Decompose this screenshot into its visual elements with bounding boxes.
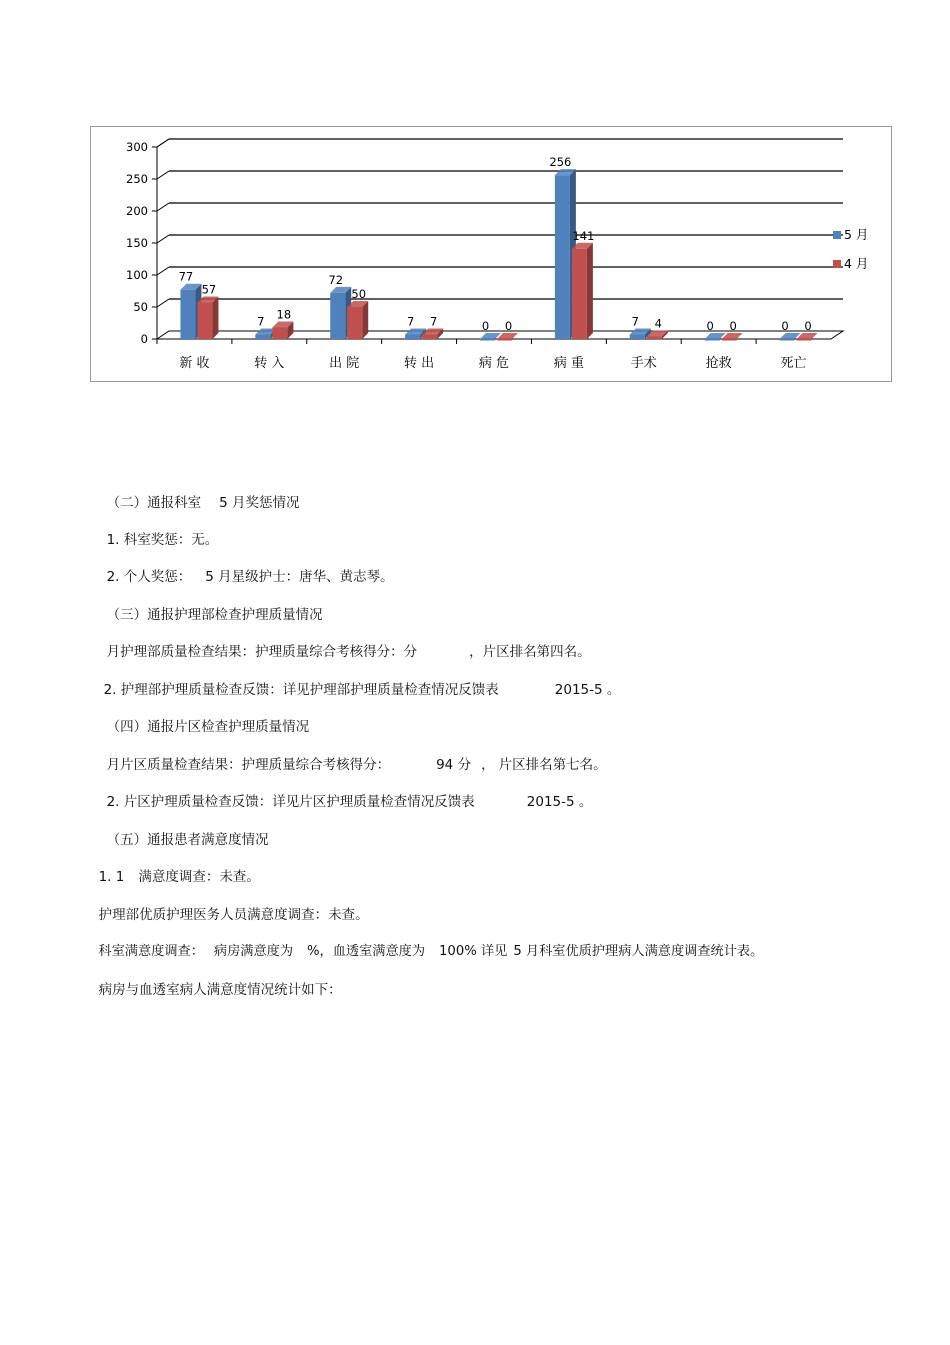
data-label: 141 — [572, 228, 595, 243]
text-segment: 5 月科室优质护理病人满意度调查统计表。 — [513, 944, 764, 959]
y-tick-label: 0 — [140, 332, 148, 346]
bar-may — [180, 290, 195, 339]
dept-reward-line — [98, 513, 218, 549]
chart-frame — [90, 126, 892, 382]
bar-april — [197, 303, 212, 339]
text-segment: 2. 片区护理质量检查反馈：详见片区护理质量检查情况反馈表 — [106, 794, 475, 810]
data-label: 57 — [201, 282, 217, 297]
data-label: 50 — [351, 287, 367, 301]
text-segment: 科室满意度调查： — [98, 944, 204, 959]
text-segment: 2. 护理部护理质量检查反馈：详见护理部护理质量检查情况反馈表 — [103, 682, 499, 698]
bar-april — [647, 336, 662, 339]
text-segment: ，片区排名第四名。 — [469, 644, 591, 660]
y-tick-label: 50 — [133, 300, 148, 314]
y-tick-label: 300 — [126, 140, 148, 154]
data-label: 77 — [178, 269, 194, 284]
text-segment: 5 月星级护士：唐华、黄志琴。 — [205, 569, 394, 585]
data-label: 0 — [781, 319, 789, 333]
area-feedback-line — [98, 775, 592, 811]
y-tick-label: 150 — [126, 236, 148, 250]
text-segment: 月护理部质量检查结果：护理质量综合考核得分：分 — [106, 644, 418, 660]
legend-swatch — [833, 260, 841, 268]
x-tick-label: 死亡 — [780, 356, 807, 371]
text-segment: 2. 个人奖惩： — [106, 569, 192, 585]
dept-satisfaction-line — [90, 925, 763, 961]
bar-side-april — [212, 297, 218, 339]
nursing-dept-feedback-line — [95, 663, 620, 699]
text-segment: %，血透室满意度为 — [307, 944, 426, 959]
text-segment: （五）通报患者满意度情况 — [106, 832, 269, 848]
bar-may — [780, 339, 795, 341]
stats-intro-line — [90, 963, 342, 999]
staff-satisfaction-line — [90, 888, 369, 924]
y-tick-label: 250 — [126, 172, 148, 186]
nursing-dept-result-line — [98, 625, 591, 661]
data-label: 0 — [481, 319, 490, 333]
bar-side-april — [587, 243, 593, 339]
x-tick-label: 新 收 — [179, 356, 210, 371]
text-segment: 2015-5 。 — [526, 794, 593, 810]
text-segment: 病房与血透室病人满意度情况统计如下： — [98, 982, 342, 998]
section-2-heading — [98, 476, 299, 512]
data-label: 18 — [276, 307, 292, 322]
text-segment: 94 分 — [436, 757, 472, 773]
text-segment: 片区排名第七名。 — [498, 757, 607, 773]
text-segment: 月片区质量检查结果：护理质量综合考核得分： — [106, 757, 391, 773]
gridline-diag — [157, 139, 169, 147]
bar-side-april — [362, 301, 368, 339]
bar-may — [480, 339, 495, 341]
gridline-diag — [157, 235, 169, 243]
legend-label: 5 月 — [844, 227, 869, 242]
data-label: 256 — [549, 155, 572, 170]
bar-april — [722, 339, 737, 341]
bar-chart — [91, 127, 891, 381]
text-segment: 100% 详见 — [439, 944, 508, 959]
section-4-heading — [98, 700, 309, 736]
bar-may — [705, 339, 720, 341]
gridline-diag — [157, 299, 169, 307]
legend-label: 4 月 — [844, 256, 869, 271]
x-tick-label: 手术 — [630, 356, 657, 371]
text-segment: 满意度调查：未查。 — [138, 869, 260, 885]
x-tick-label: 抢救 — [705, 356, 732, 371]
bar-april — [572, 249, 587, 339]
area-result-line — [98, 738, 607, 774]
bar-may — [405, 335, 420, 339]
x-tick-label: 病 重 — [553, 356, 584, 371]
text-segment: 1. 1 — [98, 869, 125, 885]
bar-april — [497, 339, 512, 341]
legend-swatch — [833, 231, 841, 239]
text-segment: 2015-5 。 — [554, 682, 621, 698]
bar-may — [330, 293, 345, 339]
data-label: 0 — [706, 319, 714, 333]
text-segment: 病房满意度为 — [213, 944, 294, 959]
text-segment: ， — [481, 757, 495, 773]
data-label: 7 — [631, 314, 639, 329]
data-label: 7 — [429, 314, 438, 329]
gridline-diag — [157, 171, 169, 179]
section-3-heading — [98, 588, 323, 624]
bar-april — [347, 307, 362, 339]
data-label: 7 — [257, 314, 265, 329]
x-tick-label: 出 院 — [329, 356, 360, 371]
data-label: 72 — [328, 272, 344, 287]
bar-april — [422, 335, 437, 339]
bar-may — [555, 175, 570, 339]
data-label: 0 — [729, 319, 737, 333]
text-segment: （三）通报护理部检查护理质量情况 — [106, 607, 323, 623]
text-segment: 护理部优质护理医务人员满意度调查：未查。 — [98, 907, 369, 923]
text-segment: 5 月奖惩情况 — [219, 495, 300, 511]
bar-may — [630, 335, 645, 339]
x-tick-label: 转 入 — [254, 356, 285, 371]
y-tick-label: 200 — [126, 204, 148, 218]
data-label: 0 — [804, 319, 812, 333]
data-label: 0 — [504, 319, 513, 333]
x-tick-label: 转 出 — [404, 356, 435, 371]
data-label: 7 — [406, 314, 415, 329]
satisfaction-survey-line — [90, 850, 260, 886]
gridline-diag — [157, 267, 169, 275]
data-label: 4 — [654, 316, 662, 331]
y-tick-label: 100 — [126, 268, 148, 282]
gridline-diag — [157, 203, 169, 211]
text-segment: （四）通报片区检查护理质量情况 — [106, 719, 310, 735]
section-5-heading — [98, 813, 269, 849]
text-segment: （二）通报科室 — [106, 495, 202, 511]
bar-april — [272, 327, 287, 339]
text-segment: 1. 科室奖惩：无。 — [106, 532, 219, 548]
x-tick-label: 病 危 — [478, 356, 510, 371]
bar-may — [255, 335, 270, 339]
personal-reward-line — [98, 550, 394, 586]
bar-april — [797, 339, 812, 341]
